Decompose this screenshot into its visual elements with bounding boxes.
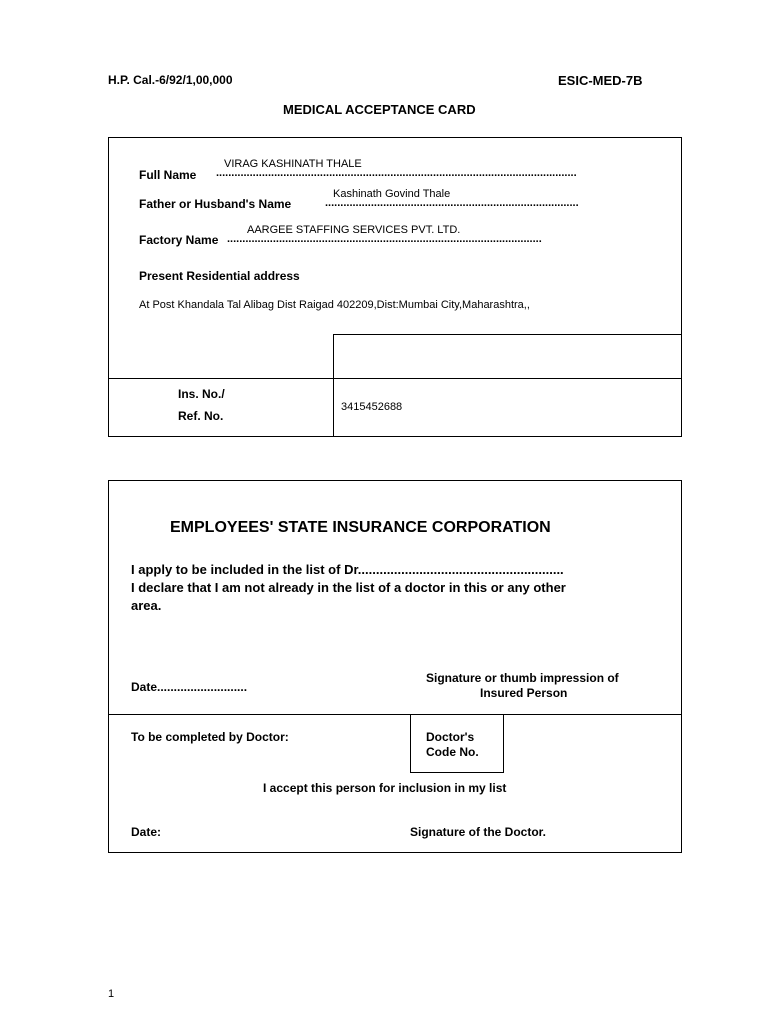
full-name-label: Full Name bbox=[139, 168, 197, 182]
divider bbox=[410, 714, 411, 773]
divider bbox=[108, 714, 682, 715]
doctor-section-label: To be completed by Doctor: bbox=[131, 730, 289, 744]
declare-statement: I declare that I am not already in the list of a doctor in this or any other bbox=[131, 580, 566, 595]
doctor-signature-label: Signature of the Doctor. bbox=[410, 825, 547, 839]
signature-label: Signature or thumb impression of bbox=[426, 671, 619, 685]
factory-name-dots: ....................................................................................................... bbox=[227, 233, 542, 245]
father-name-value: Kashinath Govind Thale bbox=[333, 188, 451, 200]
address-label: Present Residential address bbox=[139, 269, 300, 283]
ins-no-label: Ins. No./ bbox=[178, 387, 225, 401]
doctor-code-label: Doctor's bbox=[426, 730, 475, 744]
declare-statement-cont: area. bbox=[131, 598, 162, 613]
signature-label-cont: Insured Person bbox=[480, 686, 568, 700]
accept-statement: I accept this person for inclusion in my list bbox=[263, 781, 507, 795]
divider bbox=[333, 334, 682, 335]
full-name-value: VIRAG KASHINATH THALE bbox=[224, 158, 362, 170]
address-value: At Post Khandala Tal Alibag Dist Raigad 402209,Dist:Mumbai City,Maharashtra,, bbox=[139, 299, 530, 311]
ref-no-label: Ref. No. bbox=[178, 409, 224, 423]
father-name-dots: ................................................................................... bbox=[325, 197, 579, 209]
ins-no-value: 3415452688 bbox=[341, 401, 403, 413]
date-field: Date........................... bbox=[131, 680, 248, 694]
divider bbox=[503, 714, 504, 773]
doctor-date-label: Date: bbox=[131, 825, 162, 839]
father-name-label: Father or Husband's Name bbox=[139, 197, 292, 211]
doctor-code-label-cont: Code No. bbox=[426, 745, 479, 759]
esic-heading: EMPLOYEES' STATE INSURANCE CORPORATION bbox=[170, 519, 551, 536]
full-name-dots: ...................................................................................................................... bbox=[216, 167, 577, 179]
form-code: H.P. Cal.-6/92/1,00,000 bbox=[108, 73, 233, 87]
divider bbox=[108, 378, 682, 379]
divider bbox=[410, 772, 504, 773]
page-number: 1 bbox=[108, 988, 115, 1000]
apply-statement: I apply to be included in the list of Dr......................................................... bbox=[131, 562, 564, 577]
divider bbox=[333, 334, 334, 437]
factory-name-value: AARGEE STAFFING SERVICES PVT. LTD. bbox=[247, 224, 461, 236]
form-number: ESIC-MED-7B bbox=[558, 73, 643, 88]
factory-name-label: Factory Name bbox=[139, 233, 219, 247]
page-title: MEDICAL ACCEPTANCE CARD bbox=[283, 102, 476, 117]
